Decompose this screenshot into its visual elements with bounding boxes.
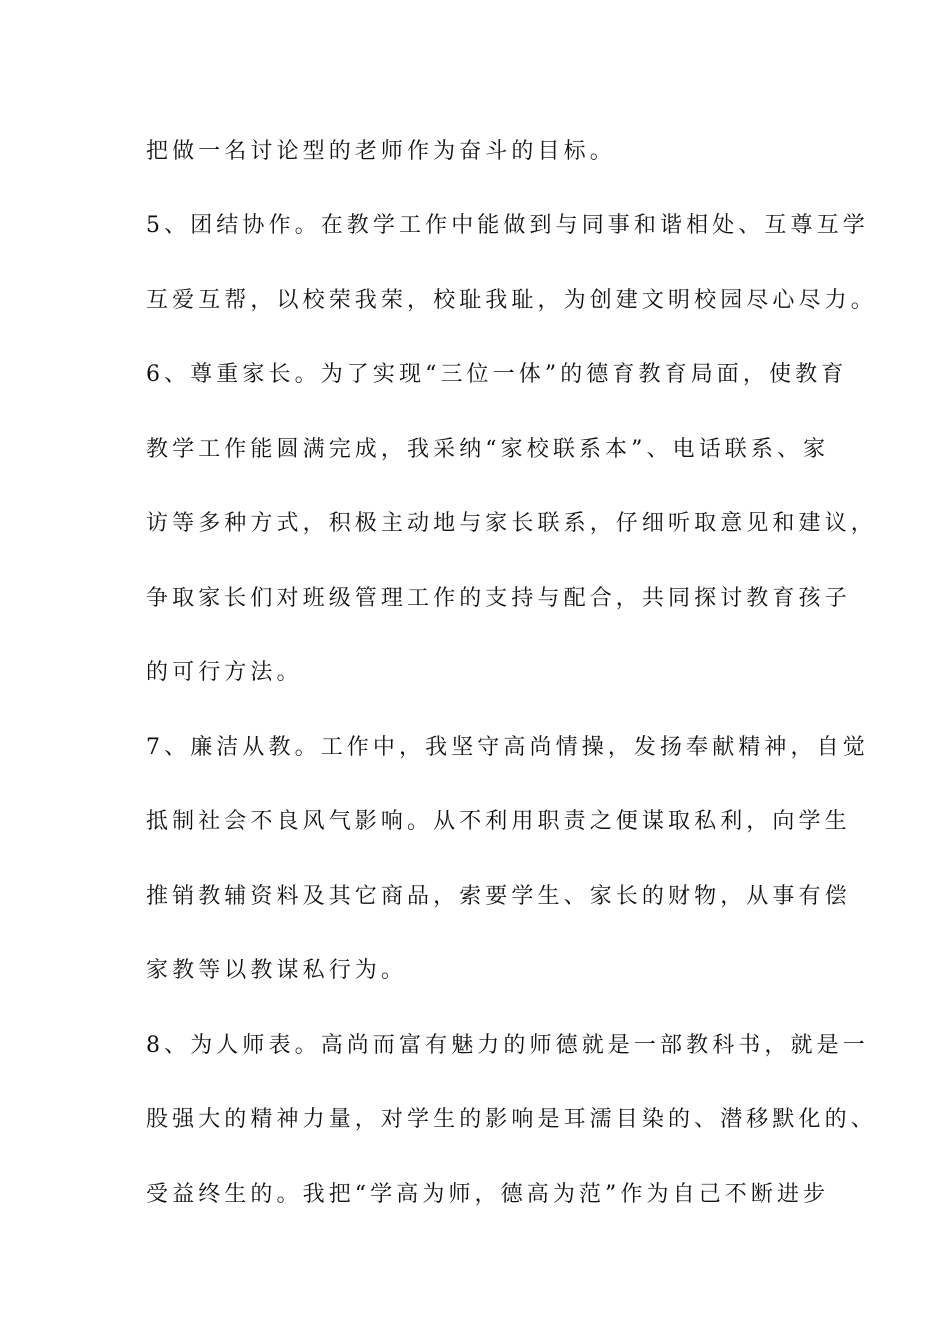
text-line: 家教等以教谋私行为。 xyxy=(146,958,408,983)
text-line: 6、尊重家长。为了实现“三位一体”的德育教育局面，使教育 xyxy=(146,362,848,387)
text-line: 争取家长们对班级管理工作的支持与配合，共同探讨教育孩子 xyxy=(146,586,851,611)
text-line: 股强大的精神力量，对学生的影响是耳濡目染的、潜移默化的、 xyxy=(146,1107,877,1132)
text-line: 推销教辅资料及其它商品，索要学生、家长的财物，从事有偿 xyxy=(146,884,851,909)
text-line: 访等多种方式，积极主动地与家长联系，仔细听取意见和建议， xyxy=(146,511,877,536)
text-line: 受益终生的。我把“学高为师，德高为范”作为自己不断进步 xyxy=(146,1182,830,1207)
text-line: 教学工作能圆满完成，我采纳“家校联系本”、电话联系、家 xyxy=(146,437,830,462)
text-line: 的可行方法。 xyxy=(146,660,303,685)
text-line: 5、团结协作。在教学工作中能做到与同事和谐相处、互尊互学 xyxy=(146,213,869,238)
text-line: 7、廉洁从教。工作中，我坚守高尚情操，发扬奉献精神，自觉 xyxy=(146,735,869,760)
text-line: 互爱互帮，以校荣我荣，校耻我耻，为创建文明校园尽心尽力。 xyxy=(146,288,877,313)
text-line: 抵制社会不良风气影响。从不利用职责之便谋取私利，向学生 xyxy=(146,809,851,834)
text-line: 8、为人师表。高尚而富有魅力的师德就是一部教科书，就是一 xyxy=(146,1033,869,1058)
text-line: 把做一名讨论型的老师作为奋斗的目标。 xyxy=(146,139,616,164)
